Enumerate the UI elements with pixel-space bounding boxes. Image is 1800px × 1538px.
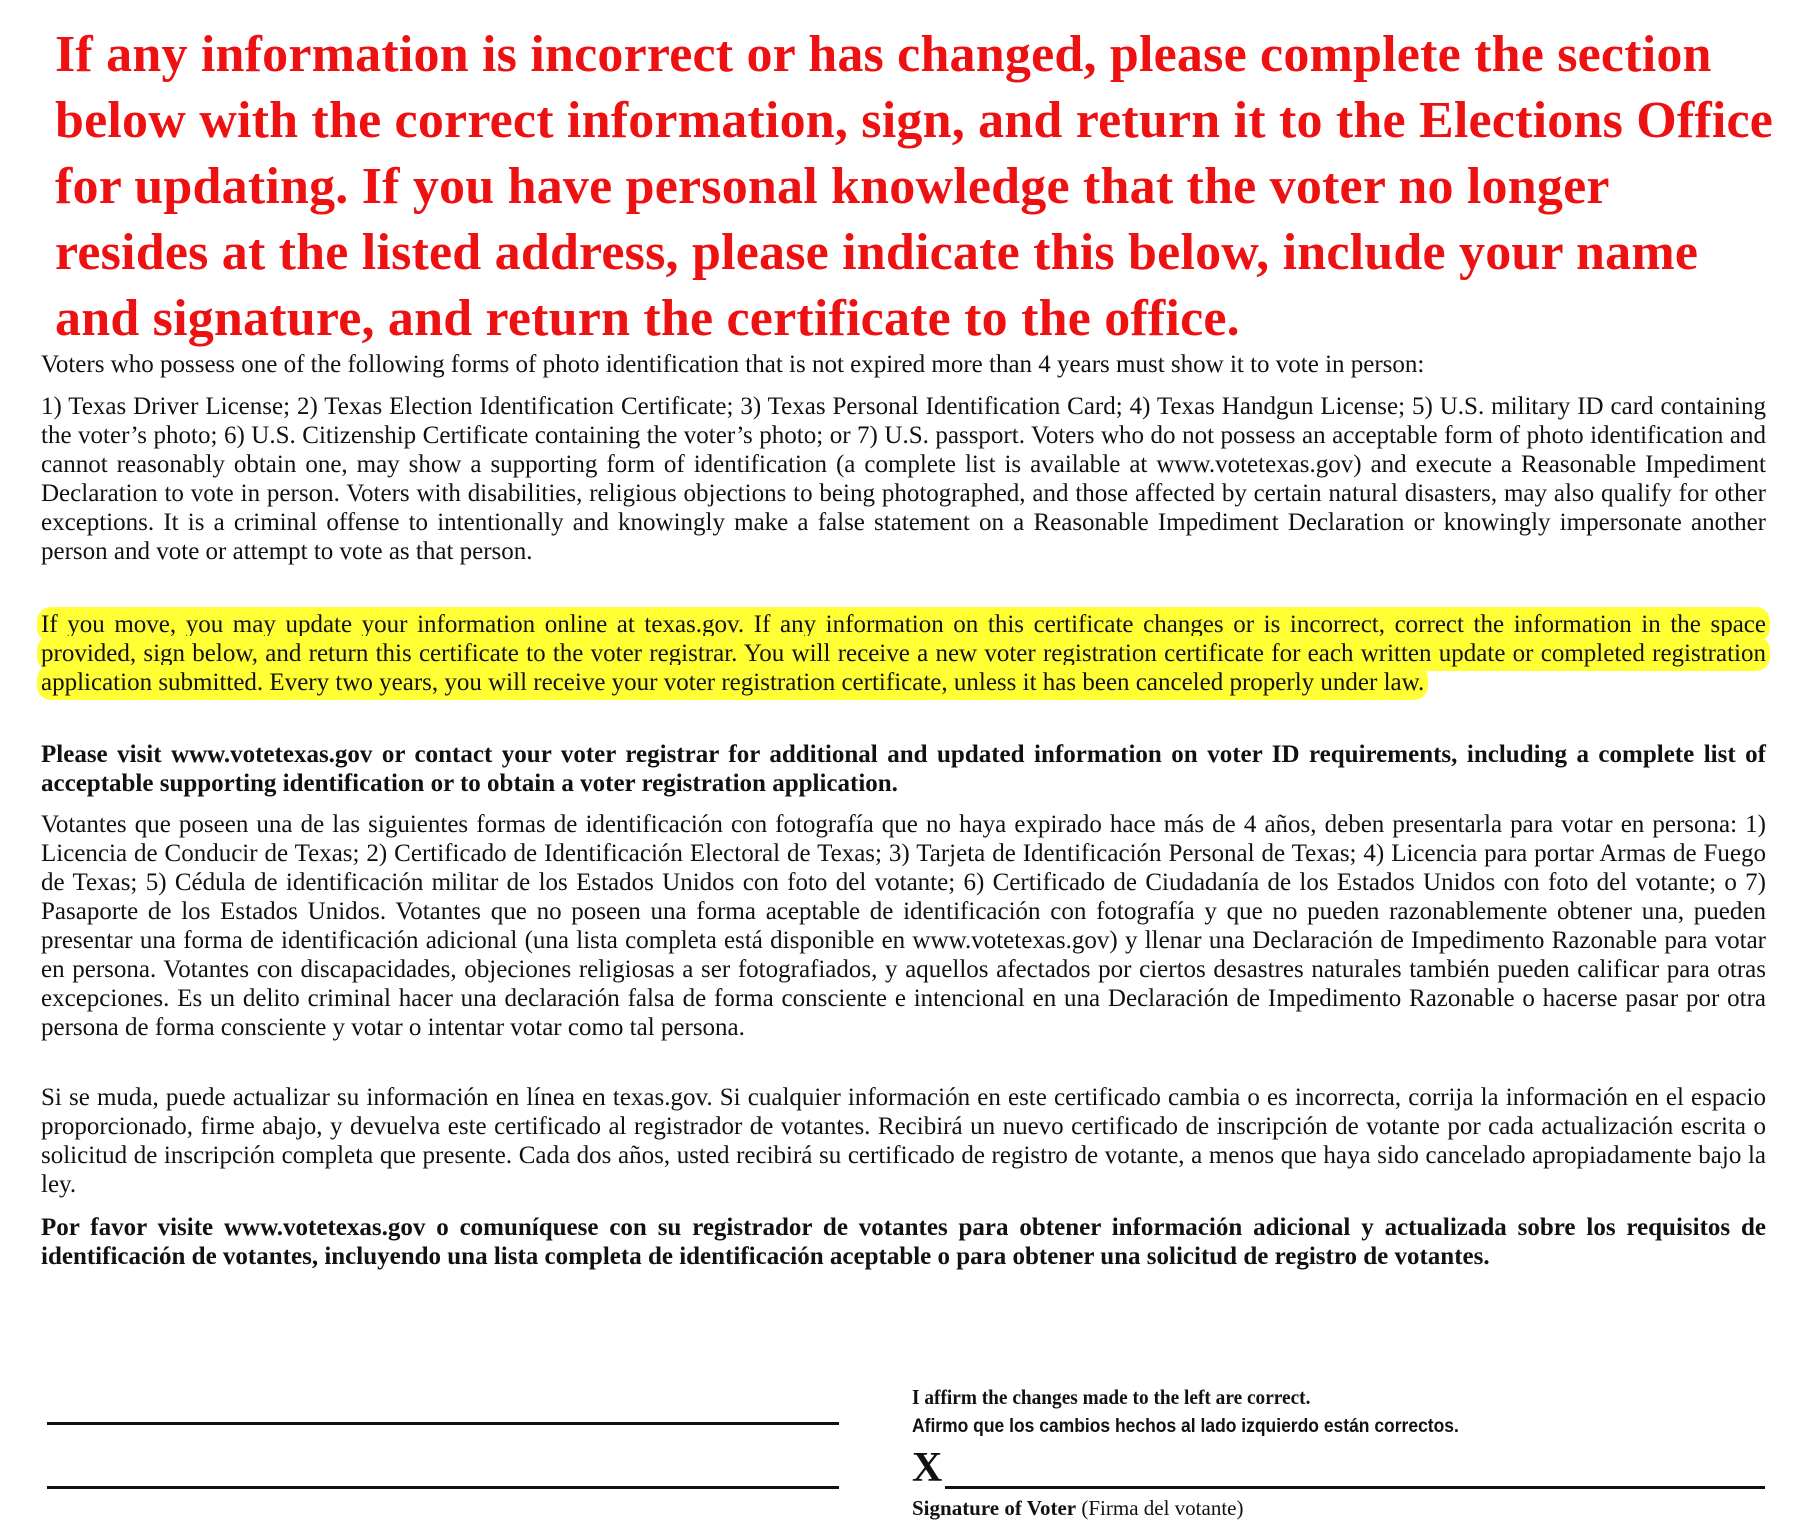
correction-line-1[interactable] bbox=[47, 1422, 839, 1425]
photo-id-intro: Voters who possess one of the following forms of photo identification that is not expired more than 4 years must show it to vote in person: bbox=[41, 351, 1425, 378]
move-update-notice bbox=[41, 610, 1766, 697]
photo-id-list-paragraph: 1) Texas Driver License; 2) Texas Election Identification Certificate; 3) Texas Personal Identification Card; 4) Texas Handgun License; 5) U.S. military ID card containing the voter’s photo; 6) U.S. Citizenship Certificate containing the voter’s photo; or 7) U.S. passport. Voters who do not possess an acceptable form of photo identification and cannot reasonably obtain one, may show a supporting form of identification (a complete list is available at www.votetexas.gov) and execute a Reasonable Impediment Declaration to vote in person. Voters with disabilities, religious objections to being photographed, and those affected by certain natural disasters, may also qualify for other exceptions. It is a criminal offense to intentionally and knowingly make a false statement on a Reasonable Impediment Declaration or knowingly impersonate another person and vote or attempt to vote as that person. bbox=[41, 393, 1766, 565]
affirmation-english: I affirm the changes made to the left are correct. bbox=[912, 1385, 1311, 1409]
voter-signature-line[interactable] bbox=[945, 1486, 1765, 1489]
visit-website-notice: Please visit www.votetexas.gov or contact your voter registrar for additional and updated information on voter ID requirements, including a complete list of acceptable supporting identification or to obtain a voter registration application. bbox=[41, 741, 1766, 797]
signature-caption bbox=[912, 1495, 1244, 1521]
affirmation-spanish: Afirmo que los cambios hechos al lado izquierdo están correctos. bbox=[912, 1416, 1459, 1437]
spanish-move-update-notice: Si se muda, puede actualizar su información en línea en texas.gov. Si cualquier información en este certificado cambia o es incorrecta, corrija la información en el espacio proporcionado, firme abajo, y devuelva este certificado al registrador de votantes. Recibirá un nuevo certificado de inscripción de votante por cada actualización escrita o solicitud de inscripción completa que presente. Cada dos años, usted recibirá su certificado de registro de votante, a menos que haya sido cancelado apropiadamente bajo la ley. bbox=[41, 1084, 1766, 1198]
signature-caption-spanish: (Firma del votante) bbox=[1076, 1496, 1244, 1520]
spanish-photo-id-paragraph: Votantes que poseen una de las siguientes formas de identificación con fotografía que no haya expirado hace más de 4 años, deben presentarla para votar en persona: 1) Licencia de Conducir de Texas; 2) Certificado de Identificación Electoral de Texas; 3) Tarjeta de Identificación Personal de Texas; 4) Licencia para portar Armas de Fuego de Texas; 5) Cédula de identificación militar de los Estados Unidos con foto del votante; 6) Certificado de Ciudadanía de los Estados Unidos con foto del votante; o 7) Pasaporte de los Estados Unidos. Votantes que no poseen una forma aceptable de identificación con fotografía y que no pueden razonablemente obtener una, pueden presentar una forma de identificación adicional (una lista completa está disponible en www.votetexas.gov) y llenar una Declaración de Impedimento Razonable para votar en persona. Votantes con discapacidades, objeciones religiosas a ser fotografiados, y aquellos afectados por ciertos desastres naturales también pueden calificar para otras excepciones. Es un delito criminal hacer una declaración falsa de forma consciente e intencional en una Declaración de Impedimento Razonable o hacerse pasar por otra persona de forma consciente y votar o intentar votar como tal persona. bbox=[41, 811, 1766, 1041]
notice-headline: If any information is incorrect or has changed, please complete the section below with the correct information, sign, and return it to the Elections Office for updating. If you have personal knowledge that the voter no longer resides at the listed address, please indicate this below, include your name and signature, and return the certificate to the office. bbox=[55, 26, 1774, 347]
spanish-visit-website-notice: Por favor visite www.votetexas.gov o comuníquese con su registrador de votantes para obtener información adicional y actualizada sobre los requisitos de identificación de votantes, incluyendo una lista completa de identificación aceptable o para obtener una solicitud de registro de votantes. bbox=[41, 1214, 1766, 1270]
correction-line-2[interactable] bbox=[47, 1486, 839, 1489]
signature-x-mark: X bbox=[912, 1445, 943, 1491]
highlighted-move-text: If you move, you may update your information online at texas.gov. If any information on this certificate changes or is incorrect, correct the information in the space provided, sign below, and return this certificate to the voter registrar. You will receive a new voter registration certificate for each written update or completed registration application submitted. Every two years, you will receive your voter registration certificate, unless it has been canceled properly under law. bbox=[41, 611, 1766, 696]
affirmation-block bbox=[912, 1383, 1459, 1441]
signature-caption-bold: Signature of Voter bbox=[912, 1496, 1077, 1520]
